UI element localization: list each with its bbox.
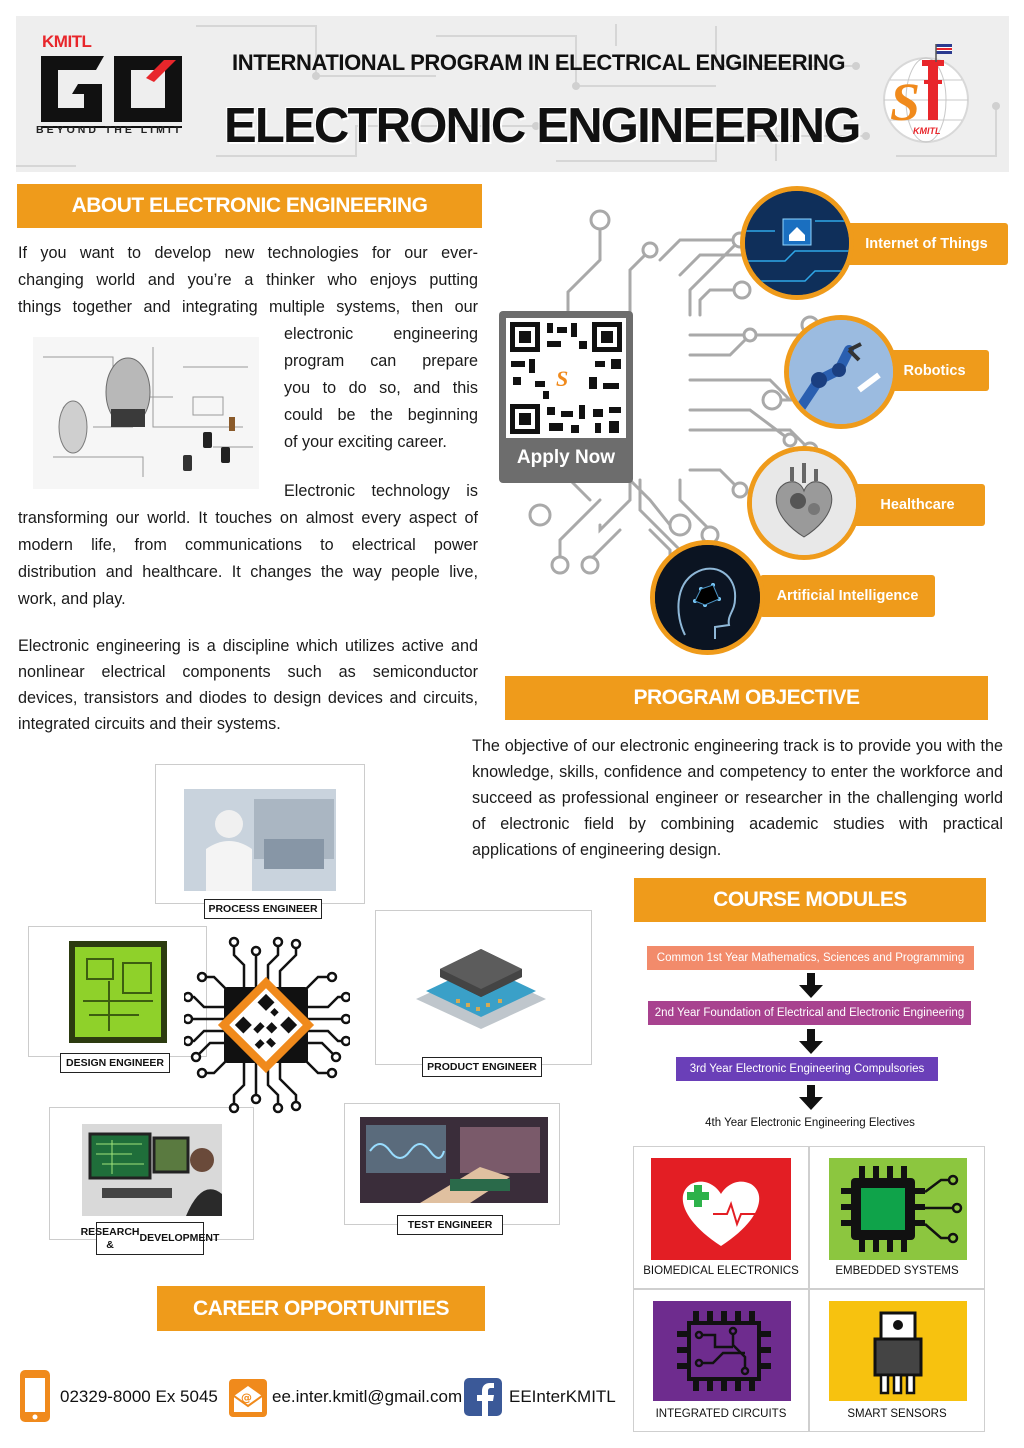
about-p3-paragraph: Electronic engineering is a discipline which utilizes active and nonlinear electrical components such as semiconductor devices, transistors and diodes to design devices and circuits, integrated circuits and their systems. [18, 637, 478, 733]
elective-card-biomedical [633, 1146, 809, 1289]
careers-heading: CAREER OPPORTUNITIES [157, 1286, 485, 1331]
domain-label-healthcare: Healthcare [850, 484, 985, 526]
facebook-icon [464, 1378, 502, 1416]
career-label-research-line1: RESEARCH & [80, 1225, 140, 1251]
qr-code-icon [499, 311, 633, 445]
chip-icon [829, 1158, 967, 1260]
contact-phone[interactable]: 02329-8000 Ex 5045 [60, 1387, 218, 1406]
arrow-down-icon [798, 973, 824, 999]
objective-paragraph: The objective of our electronic engineering track is to provide you with the knowledge, skills, confidence and competency to enter the workforce and succeed as professional engineer or researcher in the challenging world of electronic field by combining academic studies with practical applications of engineering design. [472, 737, 1003, 859]
qr-code-panel[interactable] [499, 311, 633, 483]
go-logo-icon [36, 38, 186, 163]
sensor-icon [829, 1301, 967, 1401]
elective-card-ic [633, 1289, 809, 1432]
career-label-process: PROCESS ENGINEER [204, 899, 322, 919]
about-side-paragraph [284, 321, 478, 456]
school-logo-text: KMITL [913, 126, 941, 136]
elective-label-embedded: EMBEDDED SYSTEMS [835, 1265, 959, 1277]
about-intro-line: If you want to develop new technologies for our ever- [18, 244, 478, 262]
objective-heading: PROGRAM OBJECTIVE [505, 676, 988, 720]
career-card-test [344, 1103, 560, 1225]
career-label-research-line2: DEVELOPMENT [139, 1232, 220, 1244]
healthcare-photo [747, 446, 861, 560]
contact-email[interactable]: ee.inter.kmitl@gmail.com [272, 1387, 463, 1406]
about-side-line: of your exciting career. [284, 433, 447, 451]
ai-photo [650, 540, 765, 655]
page-header [16, 16, 1009, 172]
about-p2-paragraph: transforming our world. It touches on almost every aspect of modern life, from communications to electrical power distribution and healthcare. It changes the way people live, work, and play. [18, 509, 478, 608]
apply-now-button[interactable]: Apply Now [516, 447, 616, 468]
chip-qr-icon [184, 935, 350, 1115]
career-card-research [49, 1107, 254, 1240]
career-label-research [80, 1222, 220, 1255]
about-side-line: program can prepare [284, 352, 478, 370]
program-subtitle: INTERNATIONAL PROGRAM IN ELECTRICAL ENGINEERING [232, 50, 846, 75]
about-heading: ABOUT ELECTRONIC ENGINEERING [17, 184, 482, 228]
domain-label-robotics: Robotics [880, 350, 989, 391]
domain-label-iot: Internet of Things [845, 223, 1008, 265]
about-p2-first-line: Electronic technology is [284, 482, 478, 500]
elective-label-ic: INTEGRATED CIRCUITS [655, 1408, 787, 1420]
career-card-product [375, 910, 592, 1065]
career-card-design [28, 926, 207, 1057]
about-side-line: could be the beginning [284, 406, 478, 424]
phone-icon [18, 1368, 52, 1424]
about-intro-line: changing world and you’re a thinker who enjoys putting [18, 271, 478, 289]
about-intro-line: things together and integrating multiple systems, then our [18, 298, 478, 316]
circuit-icon [653, 1301, 791, 1401]
career-label-test: TEST ENGINEER [397, 1215, 503, 1235]
brand-tagline: BEYOND THE LIMIT [36, 124, 184, 136]
elective-label-sensors: SMART SENSORS [847, 1408, 947, 1420]
brand-top-text: KMITL [42, 32, 92, 51]
about-side-line: you to do so, and this [284, 379, 478, 397]
svg-text:@: @ [241, 1391, 252, 1404]
page-title: ELECTRONIC ENGINEERING [224, 99, 860, 153]
svg-text:S: S [890, 72, 921, 132]
modules-heading: COURSE MODULES [634, 878, 986, 922]
arrow-down-icon [798, 1085, 824, 1111]
about-intro-paragraph [18, 240, 478, 321]
module-step-year4: 4th Year Electronic Engineering Electives [705, 1117, 915, 1129]
elective-label-biomedical: BIOMEDICAL ELECTRONICS [643, 1265, 799, 1277]
robotics-photo [784, 315, 898, 429]
domain-label-ai: Artificial Intelligence [760, 575, 935, 617]
module-step-year2: 2nd Year Foundation of Electrical and Electronic Engineering [648, 1001, 971, 1025]
svg-text:S: S [556, 366, 569, 391]
about-side-line: electronic engineering [284, 325, 478, 343]
electronics-photo [33, 337, 259, 489]
arrow-down-icon [798, 1029, 824, 1055]
contact-facebook[interactable]: EEInterKMITL [509, 1387, 616, 1406]
module-step-year3: 3rd Year Electronic Engineering Compulsories [676, 1057, 938, 1081]
elective-card-sensors [809, 1289, 985, 1432]
email-icon [228, 1378, 268, 1418]
career-label-product: PRODUCT ENGINEER [422, 1057, 542, 1077]
heart-icon [651, 1158, 791, 1260]
iot-photo [740, 186, 854, 300]
module-step-year1: Common 1st Year Mathematics, Sciences and Programming [647, 946, 974, 970]
elective-card-embedded [809, 1146, 985, 1289]
career-label-design: DESIGN ENGINEER [60, 1053, 170, 1073]
career-card-process [155, 764, 365, 904]
